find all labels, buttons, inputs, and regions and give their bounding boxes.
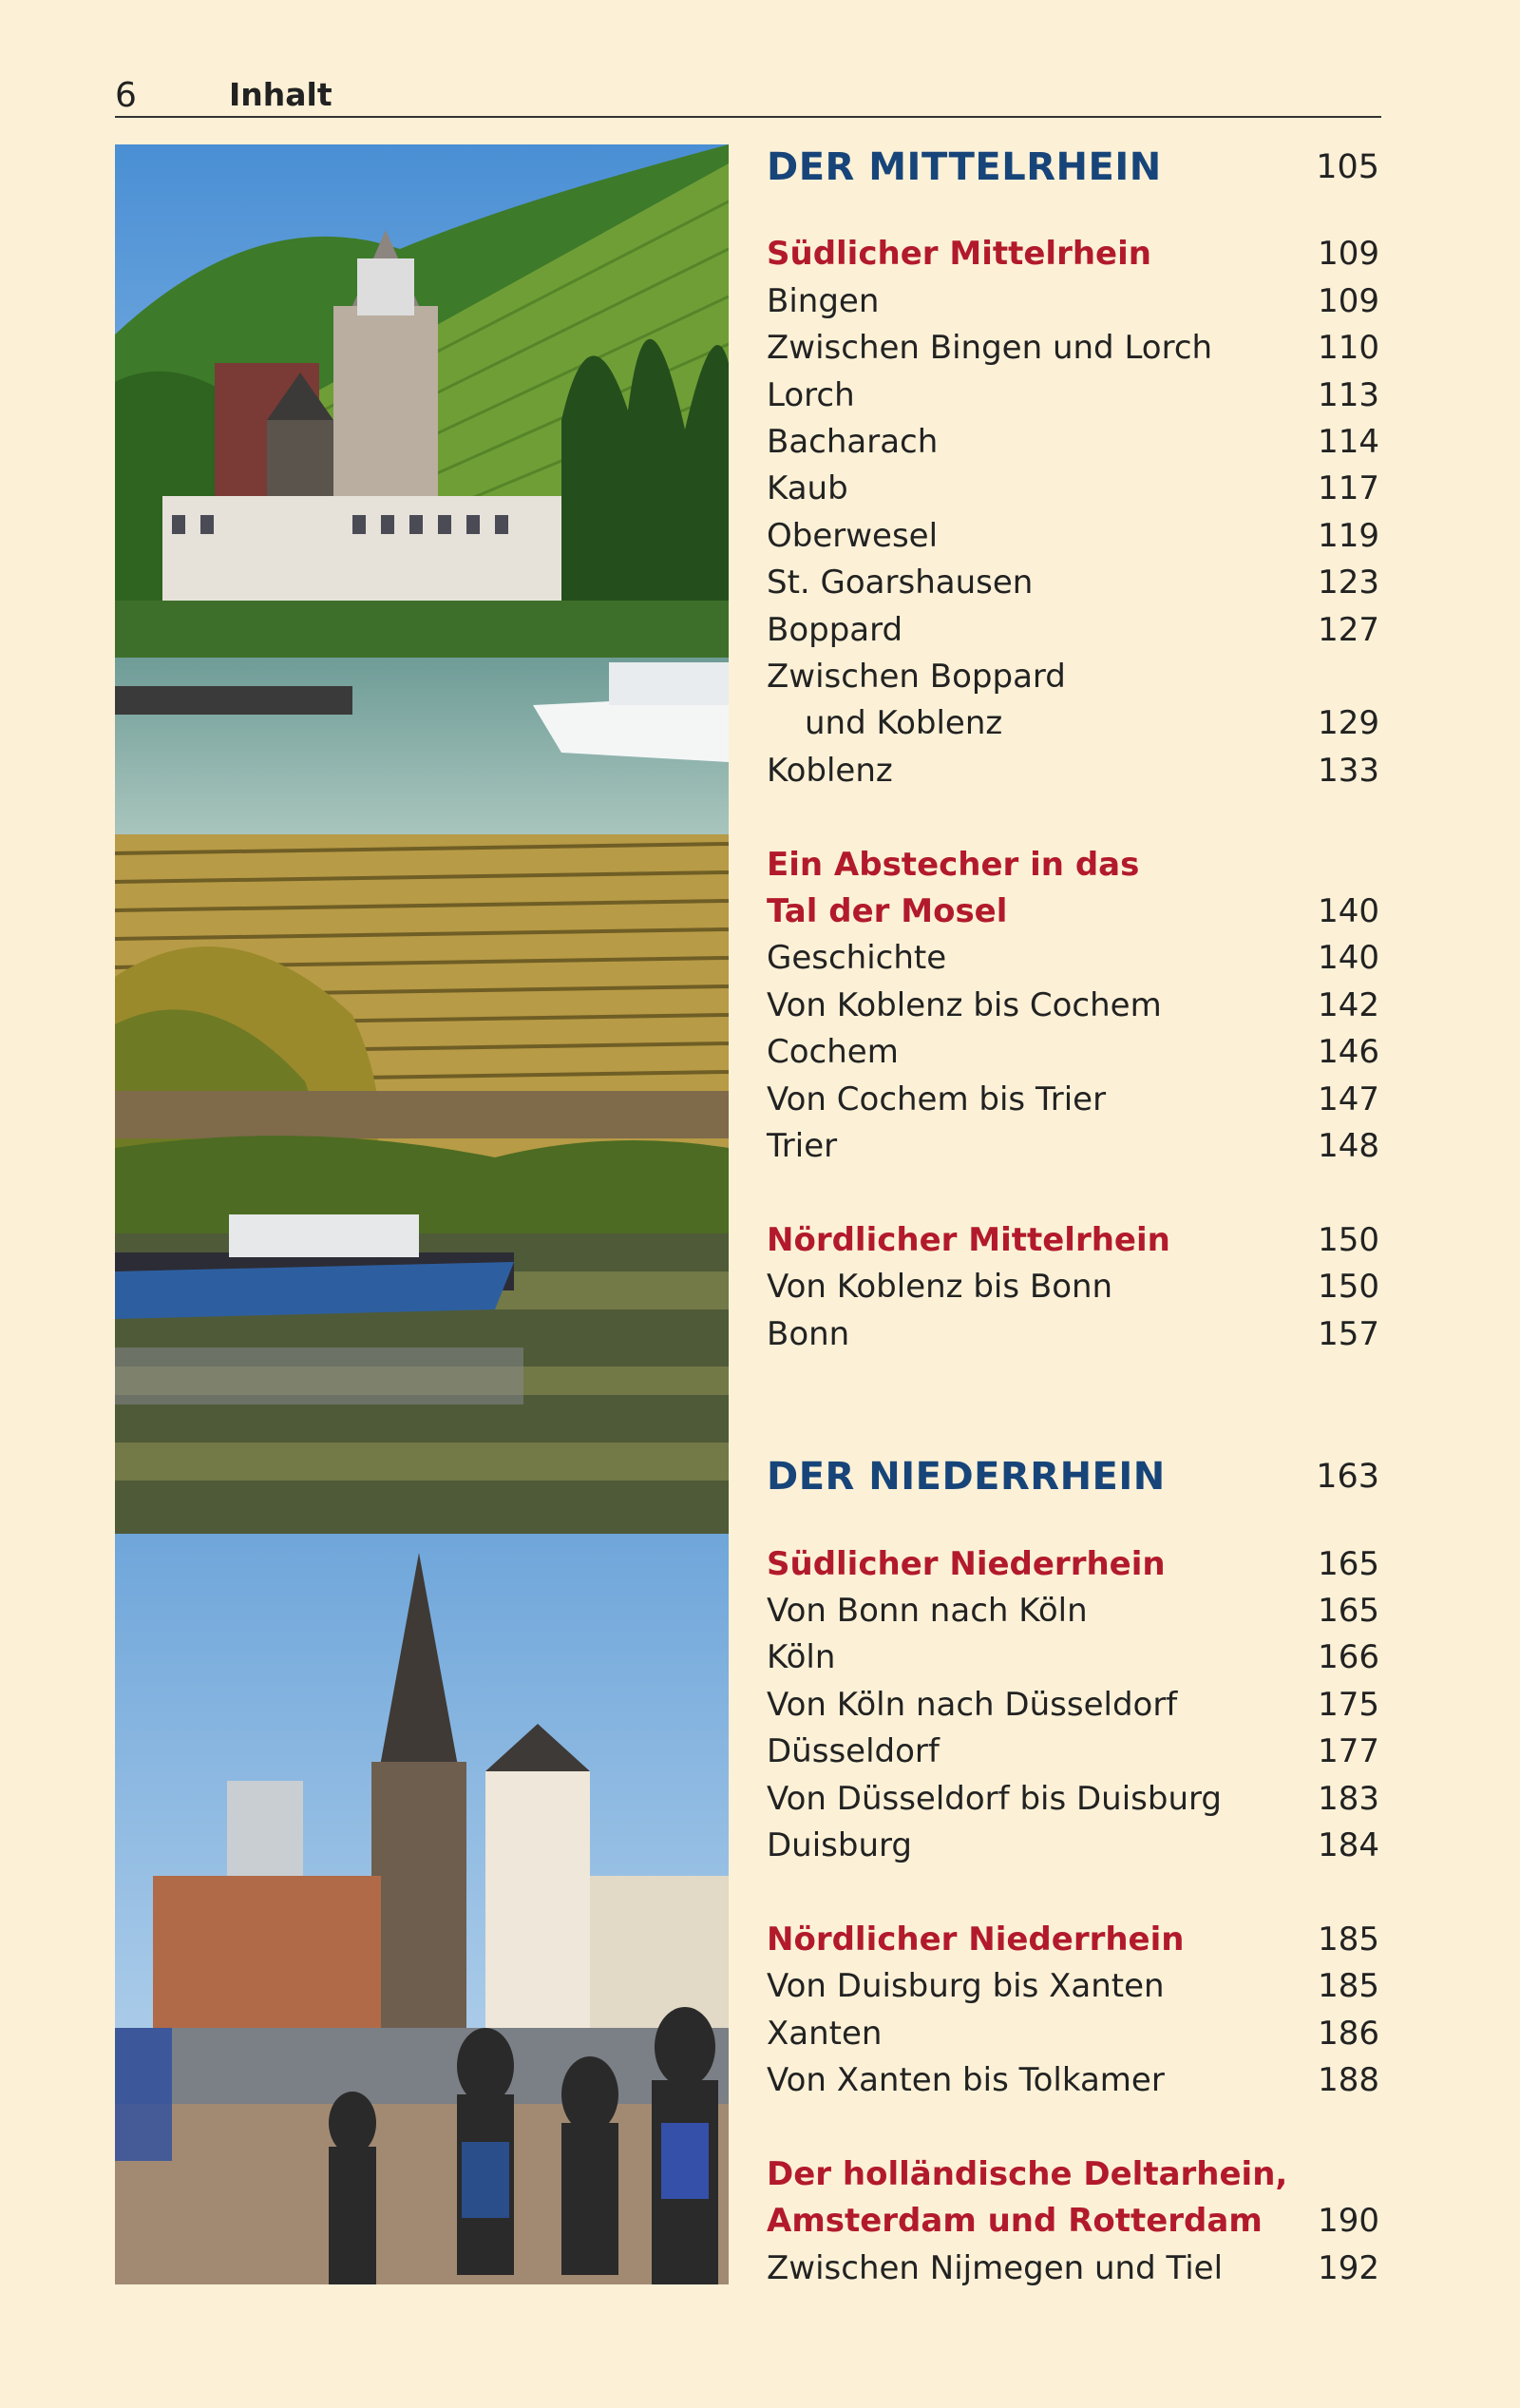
toc-label: Zwischen Boppard [767,658,1066,696]
toc-page-number: 147 [1318,1080,1379,1118]
page-header [115,67,1381,118]
toc-page-number: 146 [1318,1033,1379,1071]
toc-page-number: 109 [1318,235,1379,273]
toc-entry[interactable] [767,1634,1379,1680]
toc-section[interactable] [767,842,1379,888]
toc-label: Oberwesel [767,517,939,555]
toc-entry[interactable] [767,1311,1379,1357]
toc-entry[interactable] [767,1029,1379,1075]
toc-page-number: 185 [1318,1921,1379,1959]
toc-page-number: 188 [1318,2061,1379,2099]
toc-label: Amsterdam und Rotterdam [767,2202,1263,2240]
toc-label: Von Xanten bis Tolkamer [767,2061,1165,2099]
toc-page-number: 127 [1318,611,1379,649]
toc-label: und Koblenz [805,704,1003,742]
toc-label: Ein Abstecher in das [767,846,1140,884]
toc-page-number: 148 [1318,1127,1379,1165]
toc-entry[interactable] [767,278,1379,324]
toc-page-number: 157 [1318,1315,1379,1353]
toc-page-number: 150 [1318,1221,1379,1259]
toc-entry[interactable] [767,1123,1379,1169]
toc-label: DER NIEDERRHEIN [767,1455,1166,1499]
toc-page-number: 150 [1318,1268,1379,1306]
toc-part[interactable] [767,1454,1379,1500]
toc-label: Kaub [767,469,848,507]
toc-page-number: 184 [1318,1826,1379,1864]
toc-label: Bingen [767,282,880,320]
toc-page-number: 133 [1318,752,1379,790]
toc-label: Bacharach [767,423,939,461]
toc-section[interactable] [767,231,1379,277]
toc-page-number: 110 [1318,329,1379,367]
toc-section[interactable] [767,889,1379,934]
toc-label: Koblenz [767,752,893,790]
toc-label: Von Bonn nach Köln [767,1592,1088,1630]
toc-page-number: 185 [1318,1967,1379,2005]
toc-page-number: 113 [1318,376,1379,414]
photo-column [115,144,729,2284]
toc-label: St. Goarshausen [767,564,1034,602]
toc-entry[interactable] [767,748,1379,793]
toc-page-number: 163 [1316,1458,1379,1496]
toc-page-number: 140 [1318,939,1379,977]
toc-entry[interactable] [767,466,1379,511]
toc-entry[interactable] [767,1077,1379,1122]
toc-label: Nördlicher Niederrhein [767,1921,1185,1959]
toc-entry[interactable] [767,2057,1379,2103]
toc-label: Boppard [767,611,903,649]
photo-duesseldorf-promenade [115,1534,729,2284]
toc-label: DER MITTELRHEIN [767,145,1162,189]
toc-entry[interactable] [767,1729,1379,1774]
toc-label: Von Koblenz bis Bonn [767,1268,1113,1306]
toc-page-number: 175 [1318,1686,1379,1724]
page-number: 6 [115,76,137,115]
toc-entry[interactable] [767,2246,1379,2291]
toc-entry[interactable] [767,560,1379,605]
toc-entry[interactable] [767,513,1379,559]
toc-entry[interactable] [767,607,1379,653]
toc-entry[interactable] [767,700,1379,746]
toc-entry[interactable] [767,983,1379,1028]
photo-mosel-vineyard [115,834,729,1534]
toc-section[interactable] [767,1917,1379,1962]
toc-part[interactable] [767,144,1379,190]
toc-entry[interactable] [767,2011,1379,2056]
toc-page-number: 129 [1318,704,1379,742]
toc-section[interactable] [767,1541,1379,1587]
toc-page-number: 165 [1318,1592,1379,1630]
toc-page-number: 105 [1316,148,1379,186]
toc-page-number: 190 [1318,2202,1379,2240]
toc-page-number: 114 [1318,423,1379,461]
toc-entry[interactable] [767,1823,1379,1868]
toc-page-number: 119 [1318,517,1379,555]
toc-page-number: 166 [1318,1638,1379,1676]
toc-page-number: 177 [1318,1732,1379,1770]
toc-page-number: 142 [1318,986,1379,1024]
toc-label: Xanten [767,2015,883,2053]
toc-label: Südlicher Niederrhein [767,1545,1166,1583]
toc-page-number: 140 [1318,892,1379,930]
toc-page-number: 192 [1318,2249,1379,2287]
toc-entry[interactable] [767,1963,1379,2009]
toc-entry[interactable] [767,325,1379,371]
toc-page-number: 186 [1318,2015,1379,2053]
toc-section[interactable] [767,2198,1379,2244]
toc-label: Cochem [767,1033,899,1071]
toc-label: Der holländische Deltarhein, [767,2155,1288,2193]
toc-label: Zwischen Nijmegen und Tiel [767,2249,1224,2287]
toc-section[interactable] [767,2151,1379,2197]
toc-label: Trier [767,1127,838,1165]
toc-entry[interactable] [767,1264,1379,1309]
toc-label: Von Köln nach Düsseldorf [767,1686,1178,1724]
toc-label: Von Duisburg bis Xanten [767,1967,1165,2005]
toc-entry[interactable] [767,1776,1379,1822]
toc-entry[interactable] [767,1588,1379,1634]
toc-label: Von Koblenz bis Cochem [767,986,1162,1024]
toc-entry[interactable] [767,373,1379,418]
toc-label: Tal der Mosel [767,892,1008,930]
photo-rhine-town [115,144,729,834]
toc-label: Südlicher Mittelrhein [767,235,1151,273]
toc-label: Lorch [767,376,855,414]
toc-label: Duisburg [767,1826,912,1864]
toc-page-number: 123 [1318,564,1379,602]
toc-page-number: 183 [1318,1780,1379,1818]
toc-label: Zwischen Bingen und Lorch [767,329,1213,367]
toc-label: Nördlicher Mittelrhein [767,1221,1170,1259]
toc-label: Düsseldorf [767,1732,940,1770]
toc-label: Bonn [767,1315,850,1353]
toc-entry[interactable] [767,935,1379,981]
toc-page-number: 117 [1318,469,1379,507]
toc-page-number: 109 [1318,282,1379,320]
toc-entry[interactable] [767,419,1379,465]
toc-label: Geschichte [767,939,947,977]
toc-page-number: 165 [1318,1545,1379,1583]
toc-label: Von Cochem bis Trier [767,1080,1107,1118]
toc-section[interactable] [767,1217,1379,1263]
page-heading: Inhalt [229,76,332,113]
toc-label: Von Düsseldorf bis Duisburg [767,1780,1222,1818]
toc-label: Köln [767,1638,836,1676]
toc-entry[interactable] [767,1682,1379,1728]
toc-entry[interactable] [767,654,1379,699]
